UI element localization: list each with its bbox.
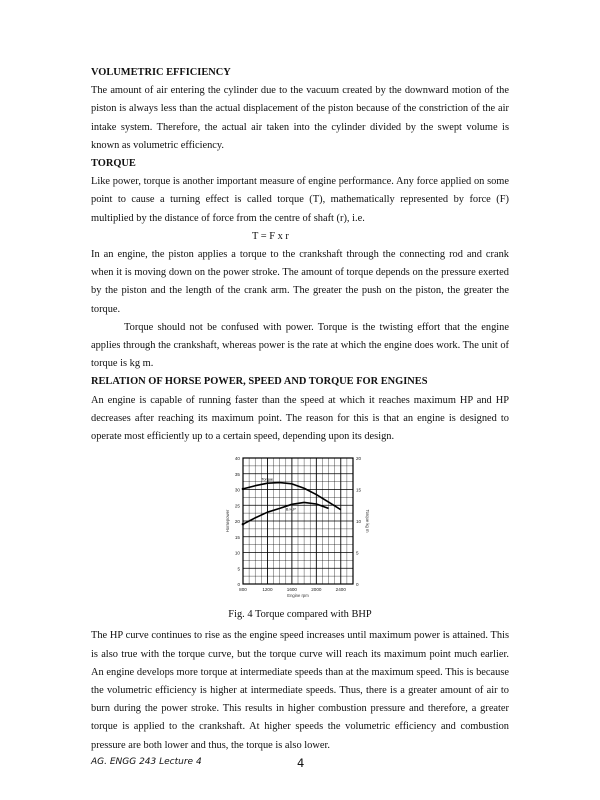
left-tick-label: 15: [234, 535, 240, 541]
right-tick-label: 0: [356, 582, 359, 588]
left-tick-label: 30: [234, 487, 240, 493]
left-tick-label: 35: [234, 472, 240, 478]
paragraph-torque-definition: Like power, torque is another important measure of engine performance. Any force applied on some point to cause a turning effect is called torque (T), mathematically represented by force (F) multiplied by the distance of force from the centre of shaft (r), i.e.: [91, 176, 509, 224]
x-tick-label: 1600: [286, 587, 298, 593]
x-axis-label: Engine rpm: [287, 593, 309, 599]
left-tick-label: 0: [237, 582, 240, 588]
torque-bhp-chart: [223, 454, 373, 604]
section-heading-torque: TORQUE: [91, 158, 136, 170]
x-tick-label: 1200: [262, 587, 273, 593]
paragraph-torque-engine: In an engine, the piston applies a torque to the crankshaft through the connecting rod and crank when it is moving down on the power stroke. The amount of torque depends on the pressure exerted by the piston and the length of the crank arm. The greater the push on the piston, the greater the torque.: [91, 249, 509, 315]
page-number: 4: [297, 756, 305, 770]
paragraph-hp-curve: The HP curve continues to rise as the engine speed increases until maximum power is attained. This is also true with the torque curve, but the torque curve will reach its maximum point much earlier. An engine develops more torque at intermediate speeds than at the maximum speed. This is because the volumetric efficiency is higher at intermediate speeds. Thus, there is a greater amount of air to burn during the power stroke. This results in higher combustion pressure and therefore, a greater torque is applied to the crankshaft. At higher speeds the volumetric efficiency and combustion pressure are both lower and thus, the torque is also lower.: [91, 630, 509, 751]
y-right-axis-label: Torque kg m: [365, 509, 370, 533]
left-tick-label: 10: [234, 550, 240, 556]
left-tick-label: 5: [237, 566, 240, 572]
x-tick-label: 2000: [311, 587, 322, 593]
right-tick-label: 5: [356, 550, 359, 556]
paragraph-volumetric: The amount of air entering the cylinder due to the vacuum created by the downward motion of the piston is always less than the actual displacement of the piston because of the constriction of the air intake system. Therefore, the actual air taken into the cylinder divided by the swept volume is known as volumetric efficiency.: [91, 85, 509, 151]
torque-formula: T = F x r: [252, 230, 289, 242]
series-point: [242, 488, 245, 491]
page-content: [91, 64, 509, 755]
section-heading-relation: RELATION OF HORSE POWER, SPEED AND TORQUE FOR ENGINES: [91, 376, 428, 388]
footer-course: AG. ENGG 243 Lecture 4: [91, 757, 202, 767]
right-tick-label: 20: [356, 456, 362, 462]
figure-torque-bhp: [91, 454, 509, 604]
left-tick-label: 40: [234, 456, 240, 462]
x-tick-label: 2400: [335, 587, 346, 593]
right-tick-label: 15: [356, 487, 362, 493]
x-tick-label: 800: [239, 587, 247, 593]
series-label: Torque: [261, 477, 274, 482]
section-heading-volumetric: VOLUMETRIC EFFICIENCY: [91, 67, 231, 78]
paragraph-torque-vs-power: Torque should not be confused with power. Torque is the twisting effort that the engine applies through the crankshaft, whereas power is the rate at which the engine does work. The unit of torque is kg m.: [91, 321, 509, 370]
series-point: [242, 523, 245, 526]
series-label: B.H.P: [285, 507, 296, 512]
figure-caption: Fig. 4 Torque compared with BHP: [228, 609, 372, 621]
right-tick-label: 10: [356, 519, 362, 525]
y-left-axis-label: Horsepower: [225, 509, 230, 533]
paragraph-relation: An engine is capable of running faster than the speed at which it reaches maximum HP and HP decreases after reaching its maximum point. The reason for this is that an engine is designed to operate most efficiently up to a certain speed, depending upon its design.: [91, 394, 509, 443]
left-tick-label: 20: [234, 519, 240, 525]
left-tick-label: 25: [234, 503, 240, 509]
